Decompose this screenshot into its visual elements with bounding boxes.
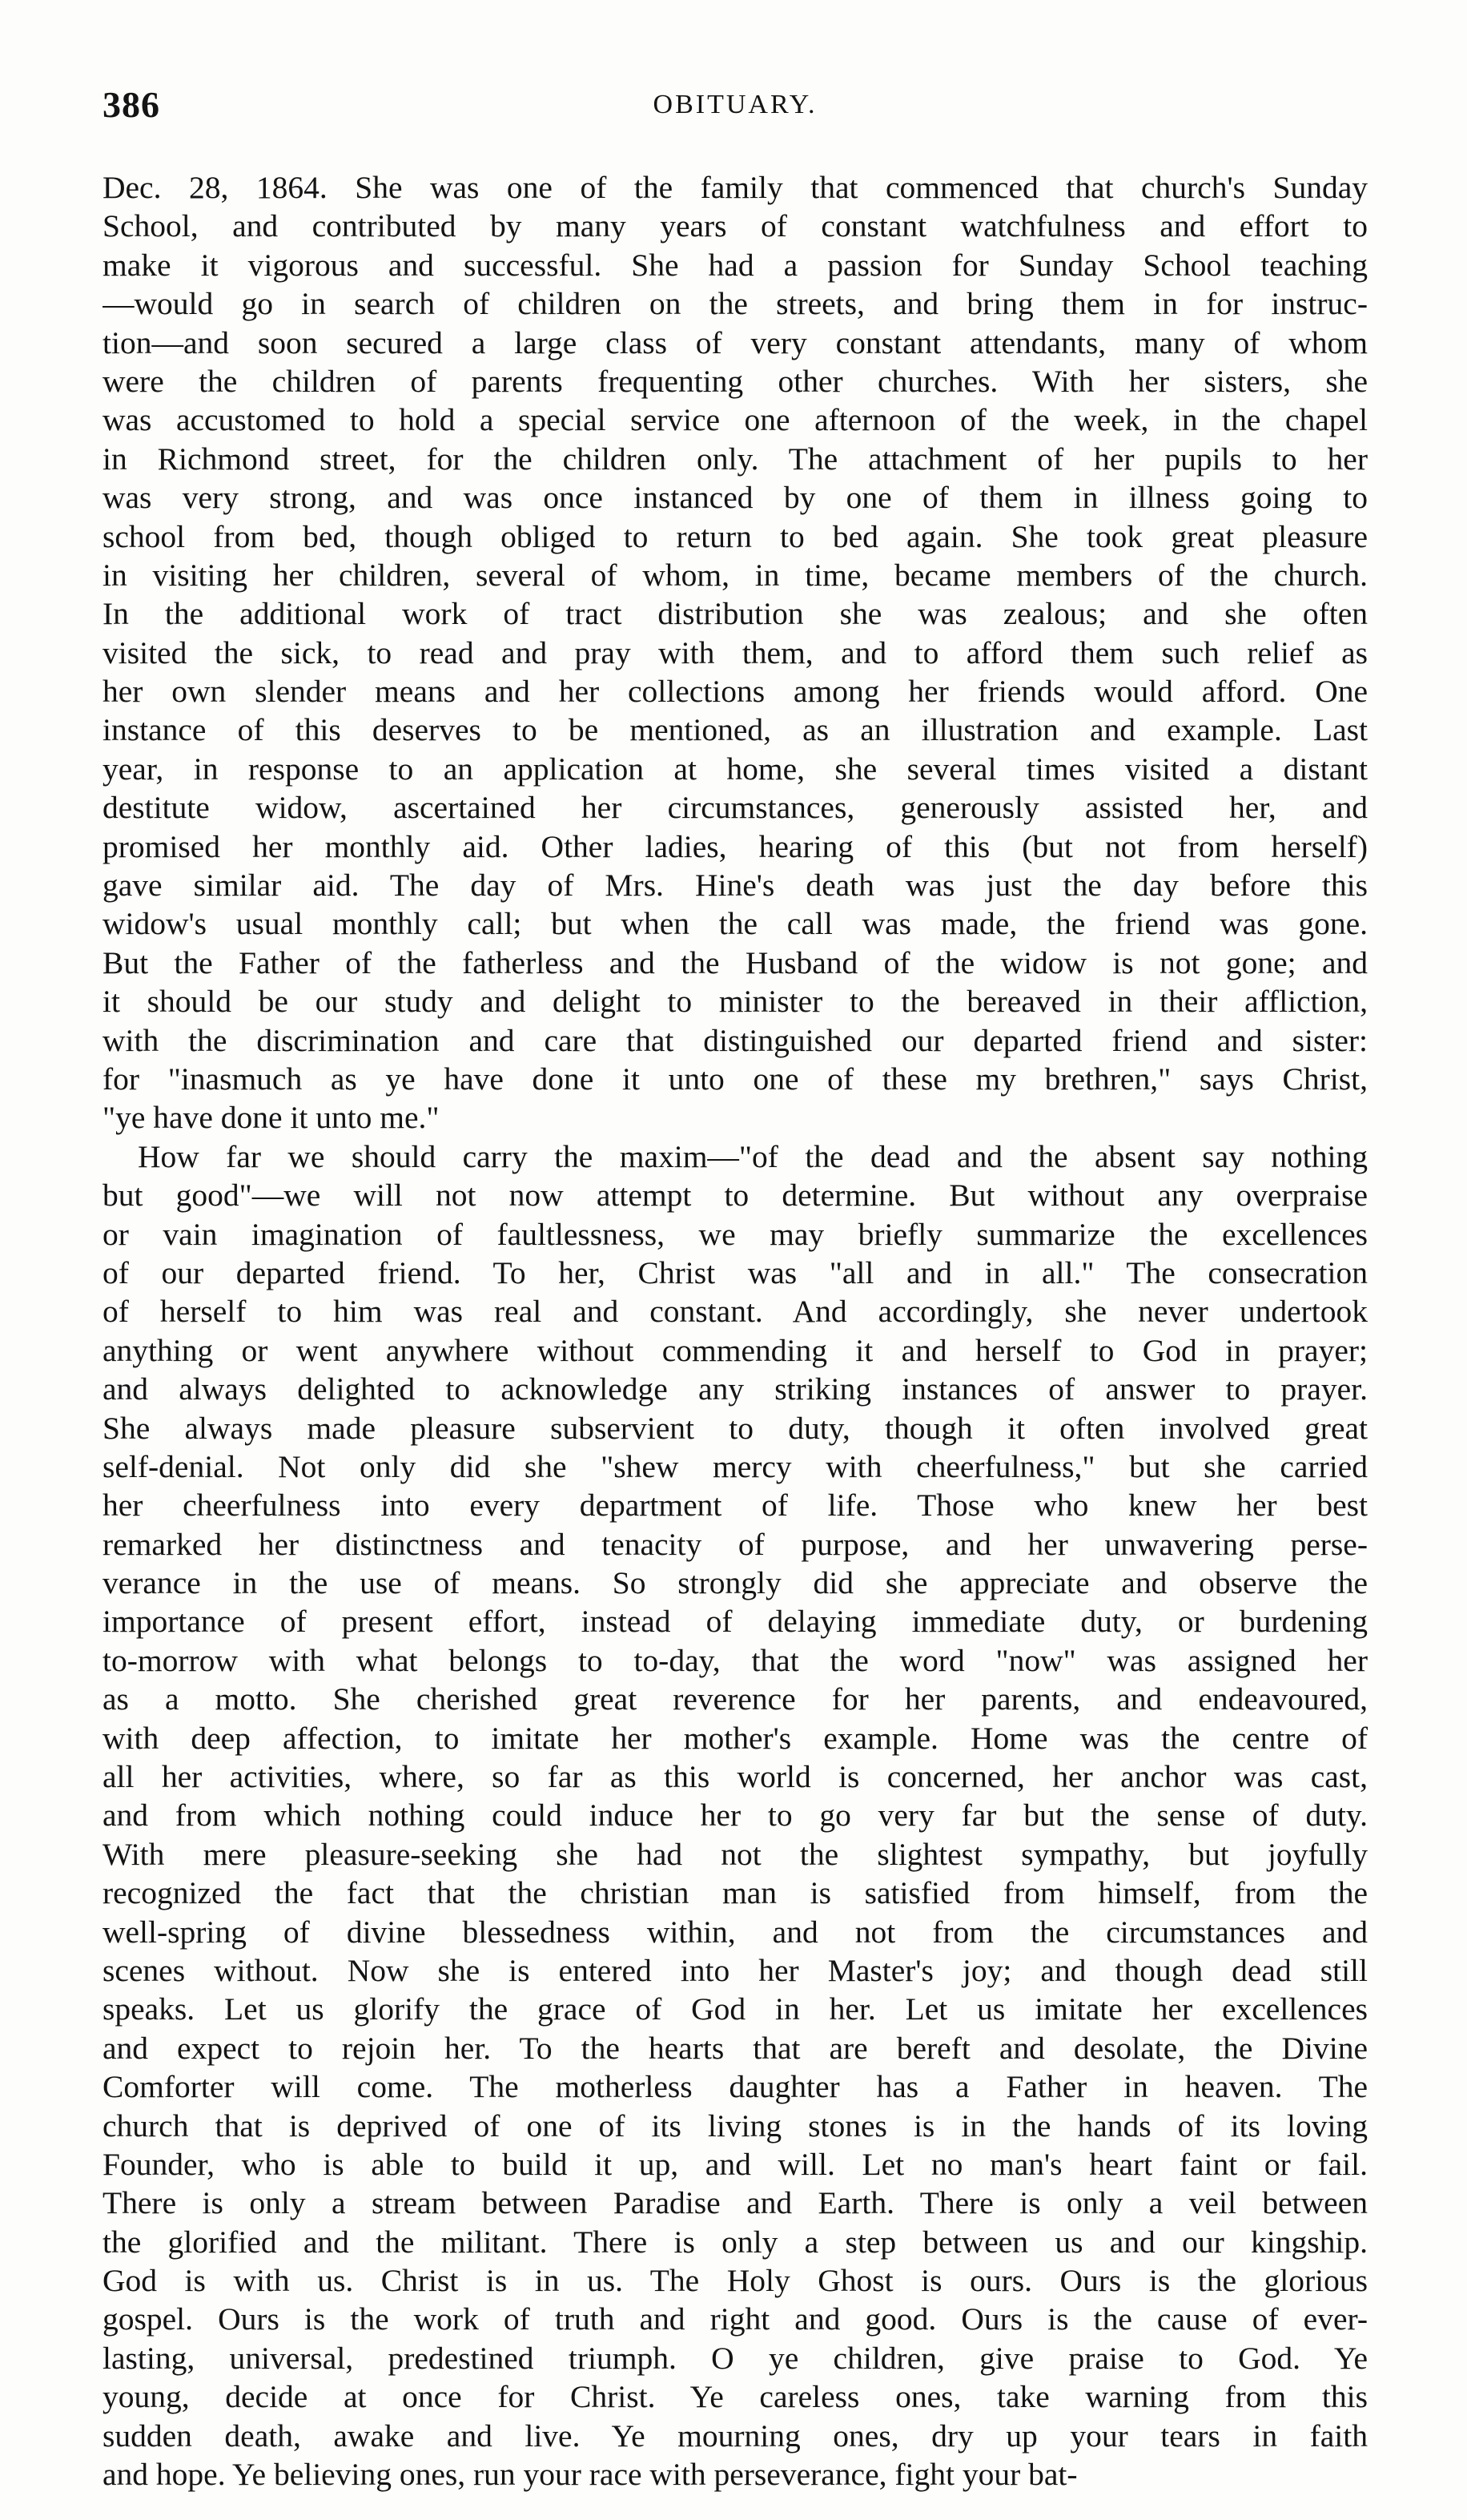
text-line: gave similar aid. The day of Mrs. Hine's death was just the day before this — [102, 868, 1368, 904]
text-line: in visiting her children, several of whom, in time, became members of the church. — [102, 557, 1368, 593]
text-line: lasting, universal, predestined triumph. O ye children, give praise to God. Ye — [102, 2340, 1368, 2376]
page-number: 386 — [102, 84, 160, 125]
text-line: verance in the use of means. So strongly did she appreciate and observe the — [102, 1565, 1368, 1601]
text-line: school from bed, though obliged to return to bed again. She took great pleasure — [102, 518, 1368, 554]
text-line: her own slender means and her collections among her friends would afford. One — [102, 674, 1368, 710]
running-head: OBITUARY. — [653, 90, 818, 119]
text-line: and hope. Ye believing ones, run your race with perseverance, fight your bat- — [102, 2457, 1078, 2493]
text-line: for "inasmuch as ye have done it unto one of these my brethren," says Christ, — [102, 1061, 1368, 1097]
text-line: church that is deprived of one of its living stones is in the hands of its loving — [102, 2107, 1368, 2144]
text-line: her cheerfulness into every department of life. Those who knew her best — [102, 1487, 1368, 1524]
text-line: of our departed friend. To her, Christ was "all and in all." The consecration — [102, 1254, 1368, 1290]
text-line: Founder, who is able to build it up, and will. Let no man's heart faint or fail. — [102, 2146, 1368, 2182]
text-line: was very strong, and was once instanced by one of them in illness going to — [102, 480, 1368, 516]
text-line: But the Father of the fatherless and the Husband of the widow is not gone; and — [102, 944, 1368, 980]
text-line: and always delighted to acknowledge any striking instances of answer to prayer. — [102, 1371, 1368, 1407]
text-line: There is only a stream between Paradise and Earth. There is only a veil between — [102, 2185, 1368, 2221]
text-line: and from which nothing could induce her to go very far but the sense of duty. — [102, 1797, 1368, 1834]
paragraph-2 — [102, 1137, 1368, 2494]
text-line: the glorified and the militant. There is only a step between us and our kingship. — [102, 2224, 1368, 2260]
text-line: With mere pleasure-seeking she had not the slightest sympathy, but joyfully — [102, 1836, 1368, 1872]
text-line: in Richmond street, for the children only. The attachment of her pupils to her — [102, 441, 1368, 477]
text-line: —would go in search of children on the streets, and bring them in for instruc- — [102, 286, 1368, 322]
text-line: but good"—we will not now attempt to determine. But without any overpraise — [102, 1177, 1368, 1214]
text-line: of herself to him was real and constant. And accordingly, she never undertook — [102, 1294, 1368, 1330]
text-line: destitute widow, ascertained her circumstances, generously assisted her, and — [102, 790, 1368, 826]
text-line: School, and contributed by many years of constant watchfulness and effort to — [102, 208, 1368, 244]
text-line: widow's usual monthly call; but when the call was made, the friend was gone. — [102, 906, 1368, 942]
paragraph-1 — [102, 168, 1368, 1137]
text-line: self-denial. Not only did she "shew mercy with cheerfulness," but she carried — [102, 1448, 1368, 1484]
text-line: visited the sick, to read and pray with them, and to afford them such relief as — [102, 634, 1368, 670]
text-line: importance of present effort, instead of delaying immediate duty, or burdening — [102, 1604, 1368, 1640]
obituary-body — [102, 168, 1368, 2494]
text-line: tion—and soon secured a large class of very constant attendants, many of whom — [102, 324, 1368, 360]
text-line: In the additional work of tract distribution she was zealous; and she often — [102, 596, 1368, 632]
text-line: and expect to rejoin her. To the hearts that are bereft and desolate, the Divine — [102, 2030, 1368, 2066]
text-line: well-spring of divine blessedness within, and not from the circumstances and — [102, 1914, 1368, 1950]
text-line: young, decide at once for Christ. Ye careless ones, take warning from this — [102, 2379, 1368, 2415]
text-line: with deep affection, to imitate her mother's example. Home was the centre of — [102, 1720, 1368, 1756]
text-line: to-morrow with what belongs to to-day, that the word "now" was assigned her — [102, 1642, 1368, 1678]
text-line: God is with us. Christ is in us. The Holy Ghost is ours. Ours is the glorious — [102, 2263, 1368, 2299]
text-line: "ye have done it unto me." — [102, 1100, 440, 1136]
text-line: or vain imagination of faultlessness, we may briefly summarize the excellences — [102, 1216, 1368, 1252]
text-line: gospel. Ours is the work of truth and right and good. Ours is the cause of ever- — [102, 2301, 1368, 2337]
text-line: remarked her distinctness and tenacity of purpose, and her unwavering perse- — [102, 1526, 1368, 1562]
text-line: recognized the fact that the christian man is satisfied from himself, from the — [102, 1875, 1368, 1911]
text-line: She always made pleasure subservient to duty, though it often involved great — [102, 1410, 1368, 1446]
text-line: instance of this deserves to be mentioned, as an illustration and example. Last — [102, 712, 1368, 748]
text-line: was accustomed to hold a special service one afternoon of the week, in the chapel — [102, 402, 1368, 438]
text-line: all her activities, where, so far as this world is concerned, her anchor was cast, — [102, 1759, 1368, 1795]
text-line: Dec. 28, 1864. She was one of the family that commenced that church's Sunday — [102, 170, 1368, 205]
text-line: Comforter will come. The motherless daughter has a Father in heaven. The — [102, 2069, 1368, 2105]
text-line: with the discrimination and care that distinguished our departed friend and sister: — [102, 1022, 1368, 1058]
text-line: speaks. Let us glorify the grace of God in her. Let us imitate her excellences — [102, 1991, 1368, 2027]
text-line: year, in response to an application at home, she several times visited a distant — [102, 751, 1368, 787]
text-line: How far we should carry the maxim—"of the dead and the absent say nothing — [138, 1138, 1368, 1174]
text-line: sudden death, awake and live. Ye mourning ones, dry up your tears in faith — [102, 2417, 1368, 2454]
text-line: as a motto. She cherished great reverence for her parents, and endeavoured, — [102, 1681, 1368, 1717]
page-header — [102, 83, 1368, 131]
text-line: it should be our study and delight to minister to the bereaved in their affliction, — [102, 984, 1368, 1020]
text-line: make it vigorous and successful. She had a passion for Sunday School teaching — [102, 247, 1368, 283]
text-line: anything or went anywhere without commending it and herself to God in prayer; — [102, 1332, 1368, 1368]
text-line: were the children of parents frequenting other churches. With her sisters, she — [102, 363, 1368, 399]
text-line: promised her monthly aid. Other ladies, hearing of this (but not from herself) — [102, 828, 1368, 864]
text-line: scenes without. Now she is entered into her Master's joy; and though dead still — [102, 1952, 1368, 1988]
